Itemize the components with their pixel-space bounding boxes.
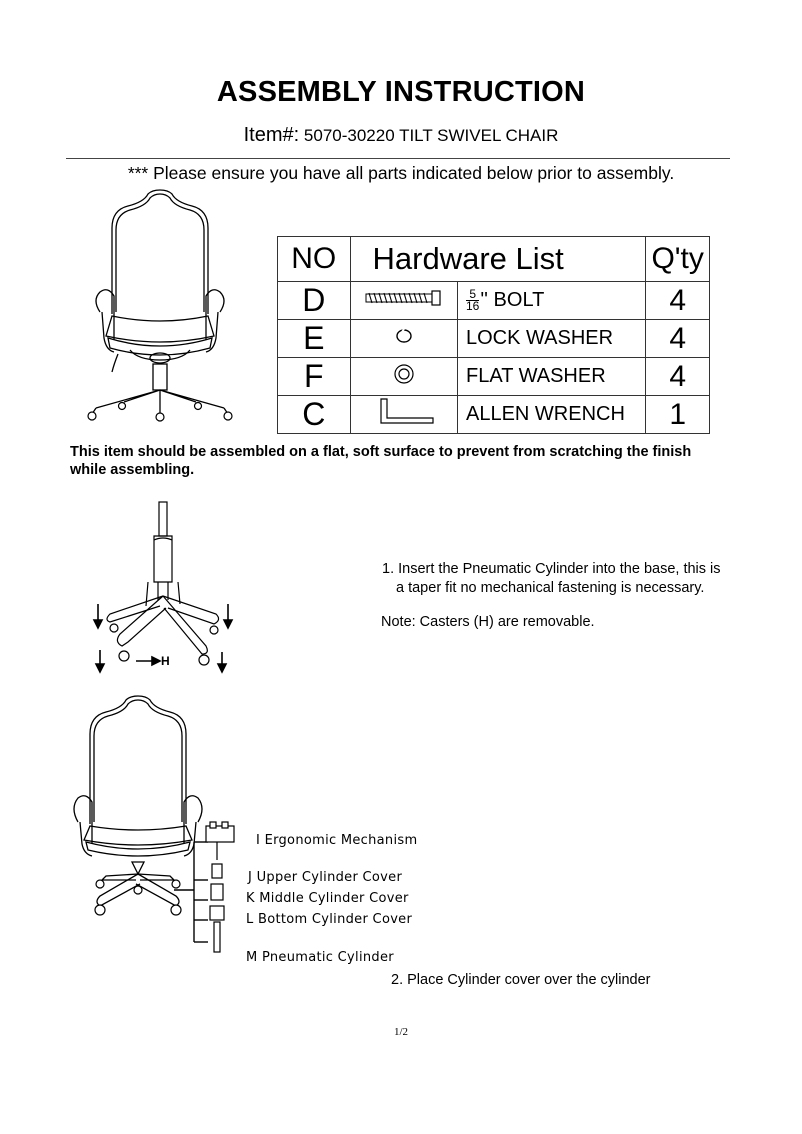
step1-instruction: [382, 560, 762, 598]
table-row: [278, 396, 710, 434]
part-label-j: J Upper Cylinder Cover: [248, 870, 403, 885]
casters-note: Note: Casters (H) are removable.: [381, 614, 595, 630]
row-qty: 4: [646, 320, 710, 358]
row-name: $\frac{5}{16}$ '' BOLT: [458, 282, 646, 320]
page-number: 1/2: [393, 1026, 409, 1038]
row-name: ALLEN WRENCH: [458, 396, 646, 434]
part-label-l: L Bottom Cylinder Cover: [246, 912, 413, 927]
lock-washer-icon: [350, 320, 458, 358]
col-title-header: Hardware List: [350, 237, 646, 282]
table-row: [278, 358, 710, 396]
row-name: LOCK WASHER: [458, 320, 646, 358]
row-qty: 4: [646, 358, 710, 396]
surface-warning: This item should be assembled on a flat, soft surface to prevent from scratching the finish while assembling.: [70, 444, 692, 478]
col-qty-header: Q'ty: [646, 237, 710, 282]
exploded-chair-illustration: [66, 694, 256, 974]
part-label-m: M Pneumatic Cylinder: [246, 950, 394, 965]
header-divider: [66, 158, 730, 159]
assembled-chair-illustration: [78, 188, 242, 424]
table-row: [278, 320, 710, 358]
item-value: 5070-30220 TILT SWIVEL CHAIR: [303, 126, 559, 145]
base-cylinder-illustration: [88, 496, 248, 678]
part-label-k: K Middle Cylinder Cover: [246, 891, 409, 906]
table-row: [278, 282, 710, 320]
row-no: C: [278, 396, 351, 434]
caster-label: H: [161, 654, 170, 668]
parts-check-note: *** Please ensure you have all parts indicated below prior to assembly.: [127, 163, 675, 183]
hardware-list-table: [277, 236, 710, 434]
step2-instruction: 2. Place Cylinder cover over the cylinder: [391, 972, 651, 988]
row-qty: 1: [646, 396, 710, 434]
part-label-i: I Ergonomic Mechanism: [256, 833, 418, 848]
item-number-line: [0, 124, 802, 147]
allen-wrench-icon: [350, 396, 458, 434]
bolt-size-fraction: $\frac{5}{16}$: [466, 287, 480, 314]
row-no: D: [278, 282, 351, 320]
row-name: FLAT WASHER: [458, 358, 646, 396]
step1-line2: a taper fit no mechanical fastening is necessary.: [396, 580, 705, 596]
item-label: Item#:: [243, 124, 300, 146]
row-no: F: [278, 358, 351, 396]
row-qty: 4: [646, 282, 710, 320]
bolt-icon: [350, 282, 458, 320]
table-header-row: [278, 237, 710, 282]
col-no-header: NO: [278, 237, 351, 282]
document-title: ASSEMBLY INSTRUCTION: [216, 76, 586, 108]
flat-washer-icon: [350, 358, 458, 396]
step1-line1: 1. Insert the Pneumatic Cylinder into the base, this is: [382, 561, 721, 577]
row-no: E: [278, 320, 351, 358]
